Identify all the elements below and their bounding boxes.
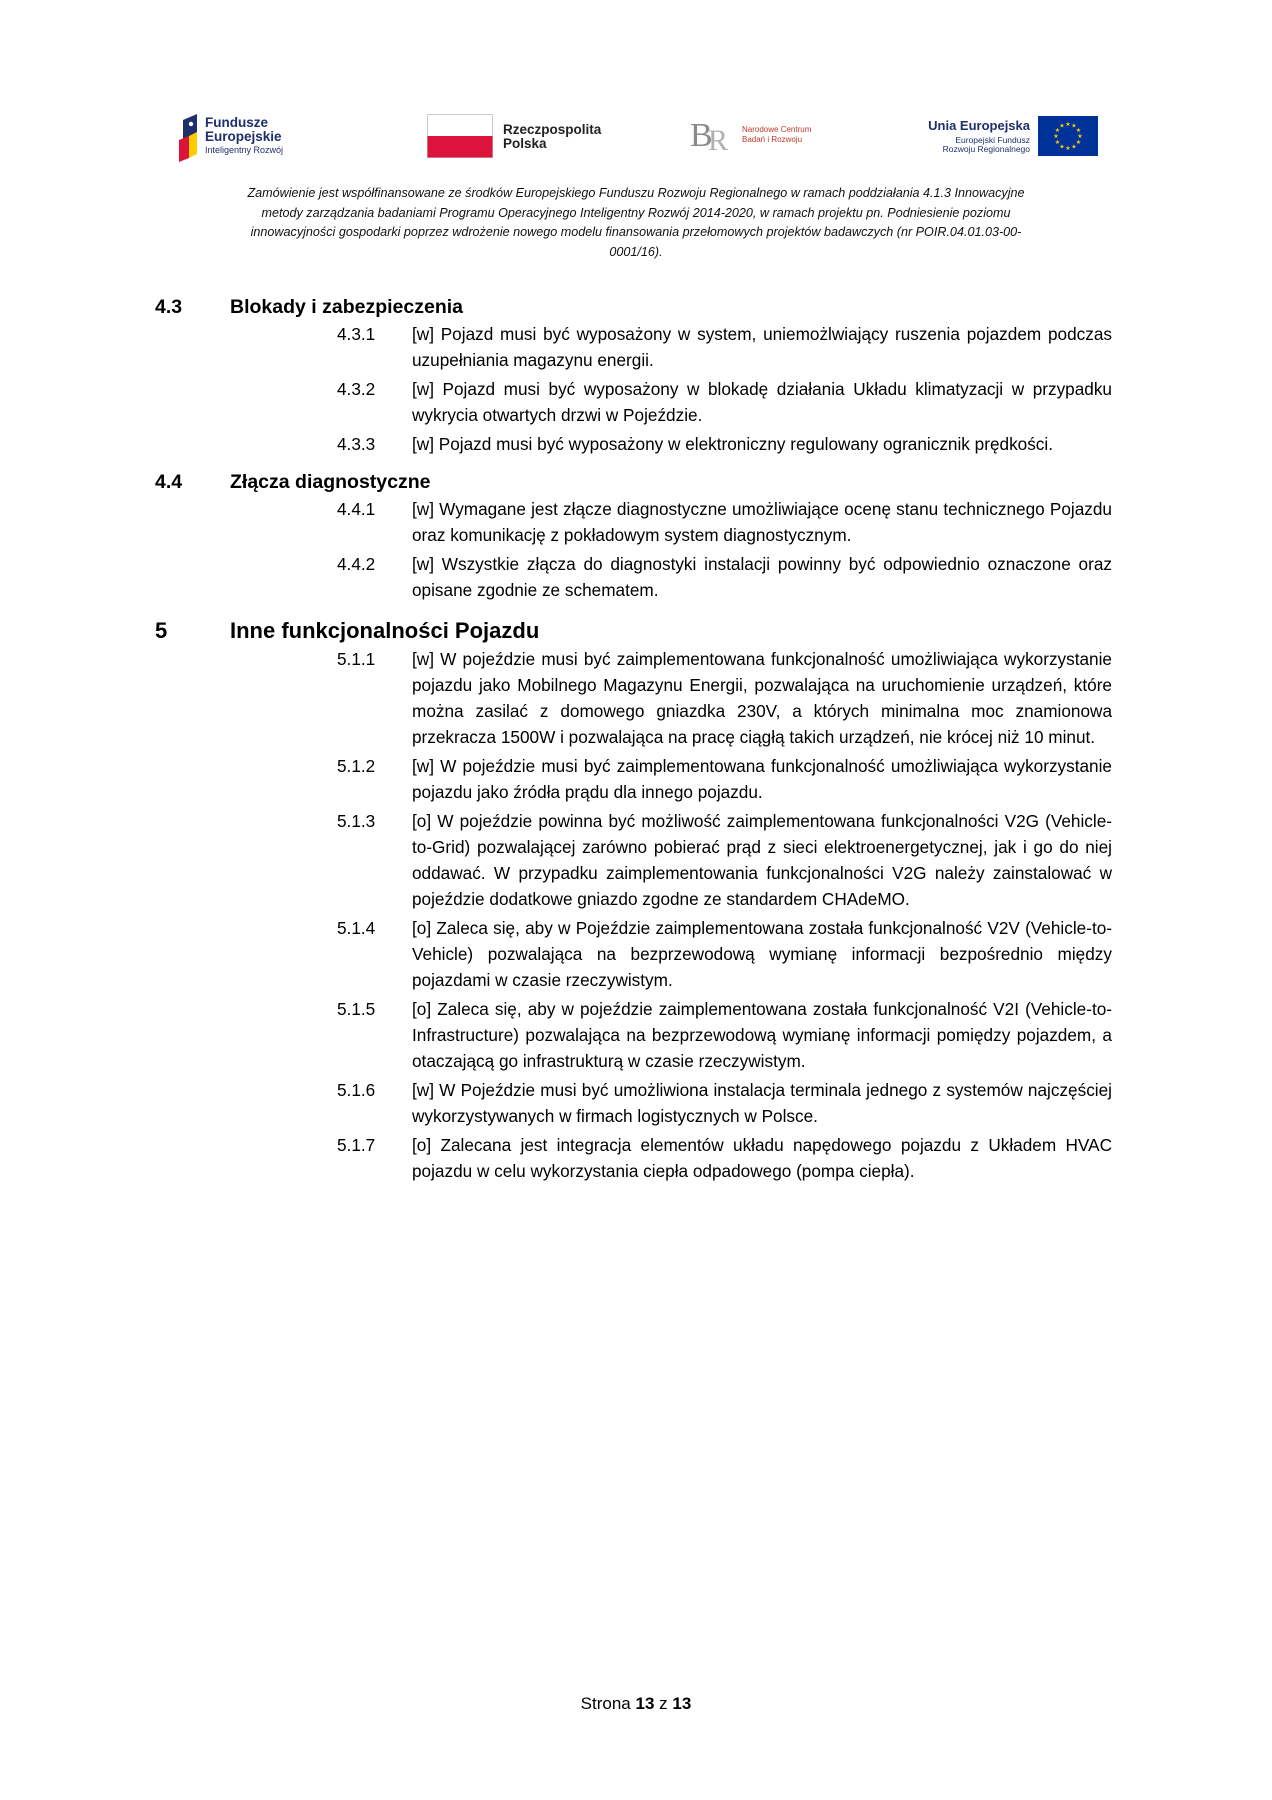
page-number: 13: [635, 1694, 655, 1713]
item-number: 5.1.7: [337, 1135, 376, 1155]
item-number: 4.4.1: [337, 499, 376, 519]
page-footer: [0, 1694, 1272, 1714]
fe-line-3: Inteligentny Rozwój: [205, 145, 284, 155]
fe-line-2: Europejskie: [205, 129, 282, 144]
section-title: Złącza diagnostyczne: [230, 471, 431, 493]
item-number: 4.3.1: [337, 324, 376, 344]
section-heading: [0, 292, 1272, 321]
svg-text:★: ★: [1059, 143, 1065, 151]
cofinancing-note: [180, 184, 1092, 262]
document-body: [0, 292, 1272, 1187]
svg-text:★: ★: [1071, 122, 1077, 130]
svg-text:★: ★: [1075, 139, 1082, 146]
svg-text:★: ★: [1053, 133, 1059, 140]
svg-text:★: ★: [1077, 133, 1083, 140]
fe-line-1: Fundusze: [205, 115, 268, 130]
item-text: [o] Zaleca się, aby w pojeździe zaimplementowana została funkcjonalność V2I (Vehicle-to-Infrastructure) pozwalająca na bezprzewodową wymianę informacji pomiędzy pojazdem, a otaczającą go infrastrukturą w czasie rzeczywistym.: [412, 999, 1112, 1071]
item-number: 5.1.1: [337, 649, 376, 669]
item-text: [w] W pojeździe musi być zaimplementowana funkcjonalność umożliwiająca wykorzystanie pojazdu jako Mobilnego Magazynu Energii, pozwalająca na uruchomienie urządzeń, które można zasilać z domowego gniazdka 230V, a których minimalna moc znamionowa przekracza 1500W i pozwalająca na pracę ciągłą takich urządzeń, nie krócej niż 10 minut.: [412, 649, 1112, 747]
ue-line-2: Europejski Fundusz: [955, 135, 1030, 145]
rp-line-2: Polska: [503, 136, 547, 151]
fe-star-icon: [175, 110, 203, 166]
list-item: [337, 551, 1112, 603]
svg-text:R: R: [708, 124, 729, 156]
svg-text:★: ★: [1075, 127, 1082, 134]
item-text: [w] W pojeździe musi być zaimplementowana funkcjonalność umożliwiająca wykorzystanie pojazdu jako źródła prądu dla innego pojazdu.: [412, 756, 1112, 802]
logo-bar: [170, 108, 1110, 168]
item-number: 4.4.2: [337, 554, 376, 574]
item-text: [o] W pojeździe powinna być możliwość zaimplementowana funkcjonalności V2G (Vehicle-to-Grid) pozwalającej zarówno pobierać prąd z sieci elektroenergetycznej, jak i go do niej oddawać. W przypadku zaimplementowania funkcjonalności V2G należy zainstalować w pojeździe dodatkowe gniazdo zgodne ze standardem CHAdeMO.: [412, 811, 1112, 909]
item-text: [w] Wszystkie złącza do diagnostyki instalacji powinny być odpowiednio oznaczone oraz opisane zgodnie ze schematem.: [412, 554, 1112, 600]
cofinancing-line: innowacyjności gospodarki poprzez wdrożenie nowego modelu finansowania przełomowych projektów badawczych (nr POIR.04.01.03-00-: [250, 225, 1022, 239]
list-item: [337, 1077, 1112, 1129]
list-item: [337, 753, 1112, 805]
section-heading: [0, 467, 1272, 496]
svg-text:★: ★: [1071, 143, 1077, 151]
rp-line-1: Rzeczpospolita: [503, 122, 602, 137]
svg-text:★: ★: [1054, 139, 1061, 146]
item-text: [o] Zalecana jest integracja elementów układu napędowego pojazdu z Układem HVAC pojazdu w celu wykorzystania ciepła odpadowego (pompa ciepła).: [412, 1135, 1112, 1181]
item-number: 4.3.2: [337, 379, 376, 399]
svg-text:★: ★: [1065, 145, 1071, 152]
item-number: 5.1.4: [337, 918, 376, 938]
list-item: [337, 496, 1112, 548]
section-heading: [0, 613, 1272, 646]
section-number: 5: [155, 618, 168, 643]
item-number: 5.1.5: [337, 999, 376, 1019]
ue-line-3: Rozwoju Regionalnego: [942, 144, 1030, 154]
item-text: [o] Zaleca się, aby w Pojeździe zaimplementowana została funkcjonalność V2V (Vehicle-to-Vehicle) pozwalająca na bezprzewodową wymianę informacji bezpośrednio między pojazdami w czasie rzeczywistym.: [412, 918, 1112, 990]
item-number: 4.3.3: [337, 434, 376, 454]
list-item: [337, 1132, 1112, 1184]
item-number: 5.1.2: [337, 756, 376, 776]
svg-text:★: ★: [1054, 127, 1061, 134]
svg-text:B: B: [690, 117, 713, 154]
list-item: [337, 808, 1112, 912]
item-number: 5.1.6: [337, 1080, 376, 1100]
item-text: [w] Pojazd musi być wyposażony w system, uniemożlwiający ruszenia pojazdem podczas uzupełniania magazynu energii.: [412, 324, 1112, 370]
item-number: 5.1.3: [337, 811, 376, 831]
list-item: [337, 996, 1112, 1074]
item-text: [w] Pojazd musi być wyposażony w blokadę działania Układu klimatyzacji w przypadku wykrycia otwartych drzwi w Pojeździe.: [412, 379, 1112, 425]
rzeczpospolita-polska-logo: [427, 108, 607, 168]
item-text: [w] Pojazd musi być wyposażony w elektroniczny regulowany ogranicznik prędkości.: [412, 434, 1053, 454]
ncbr-logo: [690, 108, 835, 168]
list-item: [337, 431, 1112, 457]
ncbr-line-1: Narodowe Centrum: [742, 125, 812, 134]
svg-text:★: ★: [1059, 122, 1065, 130]
section-title: Blokady i zabezpieczenia: [230, 296, 464, 318]
ncbr-line-2: Badań i Rozwoju: [742, 135, 803, 144]
footer-sep: z: [659, 1694, 668, 1713]
ue-line-1: Unia Europejska: [928, 118, 1030, 133]
polish-flag-icon: [427, 114, 493, 158]
list-item: [337, 376, 1112, 428]
cofinancing-line: Zamówienie jest współfinansowane ze środków Europejskiego Funduszu Rozwoju Regionalnego w ramach poddziałania 4.1.3 Innowacyjne: [247, 186, 1025, 200]
list-item: [337, 915, 1112, 993]
unia-europejska-logo: [920, 108, 1110, 168]
section-title: Inne funkcjonalności Pojazdu: [230, 618, 540, 643]
item-text: [w] W Pojeździe musi być umożliwiona instalacja terminala jednego z systemów najczęściej wykorzystywanych w firmach logistycznych w Polsce.: [412, 1080, 1112, 1126]
eu-flag-icon: [1038, 116, 1098, 156]
footer-prefix: Strona: [580, 1694, 631, 1713]
item-text: [w] Wymagane jest złącze diagnostyczne umożliwiające ocenę stanu technicznego Pojazdu oraz komunikację z pokładowym system diagnostycznym.: [412, 499, 1112, 545]
page-total: 13: [672, 1694, 692, 1713]
ncbr-mark-icon: [690, 116, 738, 156]
list-item: [337, 646, 1112, 750]
cofinancing-line: 0001/16).: [609, 244, 663, 259]
section-number: 4.3: [155, 296, 183, 318]
svg-text:★: ★: [1065, 121, 1071, 128]
fundusze-europejskie-logo: [175, 108, 315, 168]
list-item: [337, 321, 1112, 373]
section-number: 4.4: [155, 471, 183, 493]
cofinancing-line: metody zarządzania badaniami Programu Operacyjnego Inteligentny Rozwój 2014-2020, w ramach projektu pn. Podniesienie poziomu: [261, 205, 1011, 220]
